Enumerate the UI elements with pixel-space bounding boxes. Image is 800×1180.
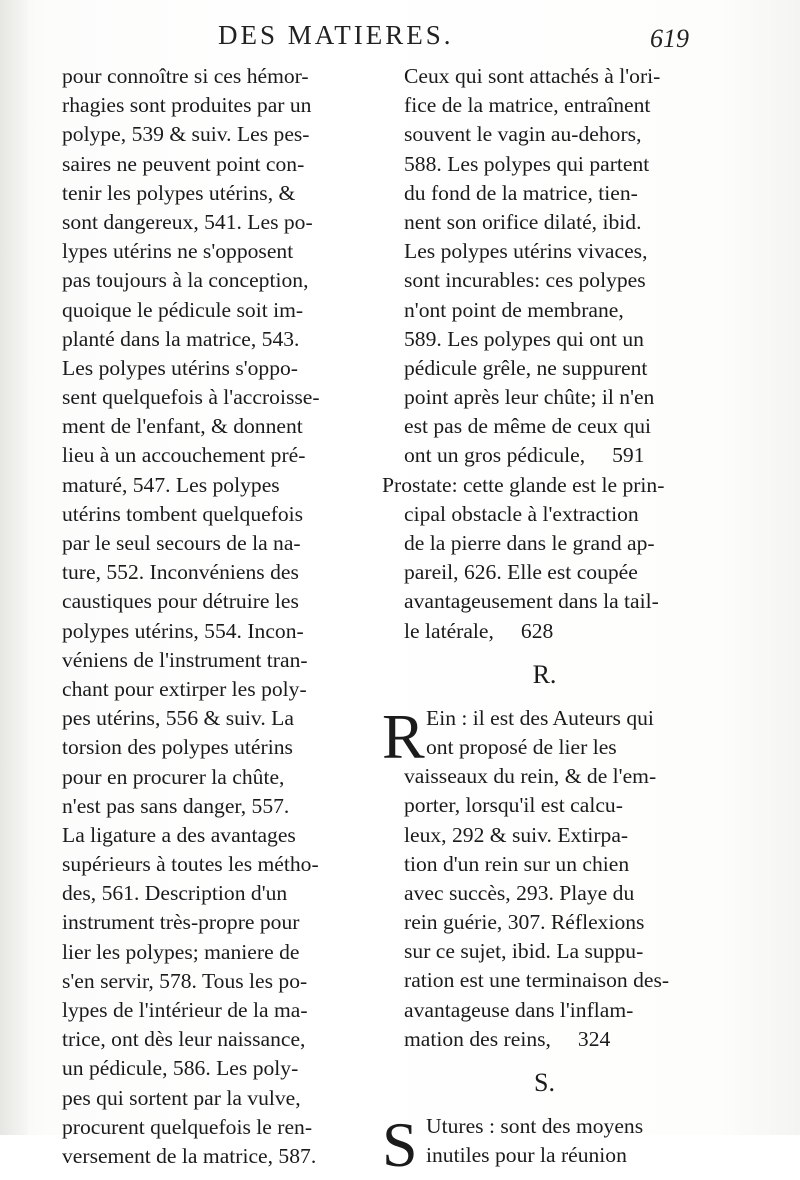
entry-headword-line: Prostate: cette glande est le prin- xyxy=(382,472,665,497)
text-line: chant pour extirper les poly- xyxy=(62,676,307,701)
right-column xyxy=(382,62,707,1180)
polypes-continuation xyxy=(382,62,707,471)
text-line: sont incurables: ces polypes xyxy=(404,268,646,293)
text-line: fice de la matrice, entraînent xyxy=(404,93,651,118)
text-line: utérins tombent quelquefois xyxy=(62,501,304,526)
text-line: ont proposé de lier les xyxy=(426,734,617,759)
text-line: porter, lorsqu'il est calcu- xyxy=(404,793,623,818)
text-line: rein guérie, 307. Réflexions xyxy=(404,910,645,935)
text-line: par le seul secours de la na- xyxy=(62,531,301,555)
text-line: torsion des polypes utérins xyxy=(62,735,293,760)
text-line: lier les polypes; maniere de xyxy=(62,939,300,964)
text-line: 589. Les polypes qui ont un xyxy=(404,326,644,351)
page-number: 619 xyxy=(650,24,689,53)
text-line: quoique le pédicule soit im- xyxy=(62,297,304,322)
text-line: n'ont point de membrane, xyxy=(404,297,624,322)
text-line: lypes utérins ne s'opposent xyxy=(62,239,294,264)
text-line: lypes de l'intérieur de la ma- xyxy=(62,998,308,1022)
page-gutter-shadow xyxy=(0,0,28,1135)
text-line: pes utérins, 556 & suiv. La xyxy=(62,706,294,731)
text-line: nent son orifice dilaté, ibid. xyxy=(404,209,642,234)
entry-prostate xyxy=(382,471,707,646)
text-line: instrument très-propre pour xyxy=(62,910,300,935)
text-line: le latérale, 628 xyxy=(404,618,554,643)
text-line: rhagies sont produites par un xyxy=(62,93,312,118)
text-line: La ligature a des avantages xyxy=(62,822,296,847)
text-line: pas toujours à la conception, xyxy=(62,268,309,293)
text-line: pour en procurer la chûte, xyxy=(62,764,285,789)
text-line: tenir les polypes utérins, & xyxy=(62,180,296,205)
text-line: procurent quelquefois le ren- xyxy=(62,1114,313,1139)
text-line: caustiques pour détruire les xyxy=(62,589,299,614)
text-line: saires ne peuvent point con- xyxy=(62,151,305,176)
text-line: versement de la matrice, 587. xyxy=(62,1143,317,1168)
section-heading-r: R. xyxy=(532,659,557,689)
text-line: Ceux qui sont attachés à l'ori- xyxy=(404,64,661,88)
text-line: vaisseaux du rein, & de l'em- xyxy=(404,764,657,789)
text-line: souvent le vagin au-dehors, xyxy=(404,122,642,147)
text-line: pareil, 626. Elle est coupée xyxy=(404,560,638,585)
text-line: tion d'un rein sur un chien xyxy=(404,851,630,876)
drop-cap-s: S xyxy=(382,1109,418,1180)
text-line: Ein : il est des Auteurs qui xyxy=(426,705,654,730)
text-line: planté dans la matrice, 543. xyxy=(62,326,300,351)
text-line: n'est pas sans danger, 557. xyxy=(62,793,290,818)
text-line: Les polypes utérins vivaces, xyxy=(404,239,648,264)
text-line: lieu à un accouchement pré- xyxy=(62,443,306,468)
text-line: sont dangereux, 541. Les po- xyxy=(62,209,313,234)
section-heading-s: S. xyxy=(534,1068,555,1097)
text-line: véniens de l'instrument tran- xyxy=(62,647,308,672)
text-line: pédicule grêle, ne suppurent xyxy=(404,355,648,380)
text-line: inutiles pour la réunion xyxy=(426,1143,627,1168)
text-line: point après leur chûte; il n'en xyxy=(404,385,655,410)
entry-sutures xyxy=(382,1109,707,1180)
text-line: avantageuse dans l'inflam- xyxy=(404,997,634,1022)
text-line: ration est une terminaison des- xyxy=(404,968,670,993)
entry-rein xyxy=(382,700,707,1054)
text-line: supérieurs à toutes les métho- xyxy=(62,852,319,877)
text-line: ture, 552. Inconvéniens des xyxy=(62,560,299,585)
text-line: polypes utérins, 554. Incon- xyxy=(62,618,304,643)
text-line: Utures : sont des moyens xyxy=(426,1114,644,1138)
text-line: de la pierre dans le grand ap- xyxy=(404,531,655,555)
text-line: Les polypes utérins s'oppo- xyxy=(62,355,298,380)
text-line: pes qui sortent par la vulve, xyxy=(62,1085,301,1110)
text-line: maturé, 547. Les polypes xyxy=(62,472,280,497)
text-line: trice, ont dès leur naissance, xyxy=(62,1027,306,1052)
text-line: ont un gros pédicule, 591 xyxy=(404,443,645,468)
text-line: ment de l'enfant, & donnent xyxy=(62,414,303,439)
text-line: leux, 292 & suiv. Extirpa- xyxy=(404,822,629,847)
text-line: s'en servir, 578. Tous les po- xyxy=(62,968,308,993)
text-line: cipal obstacle à l'extraction xyxy=(404,501,639,526)
drop-cap-r: R xyxy=(382,700,425,772)
text-line: est pas de même de ceux qui xyxy=(404,414,652,439)
text-line: un pédicule, 586. Les poly- xyxy=(62,1056,299,1081)
text-line: du fond de la matrice, tien- xyxy=(404,180,638,205)
text-line: sent quelquefois à l'accroisse- xyxy=(62,385,320,410)
text-line: 588. Les polypes qui partent xyxy=(404,151,650,176)
text-line: avec succès, 293. Playe du xyxy=(404,880,635,905)
text-line: avantageusement dans la tail- xyxy=(404,589,659,614)
text-line: sur ce sujet, ibid. La suppu- xyxy=(404,939,644,964)
text-line: polype, 539 & suiv. Les pes- xyxy=(62,122,310,147)
text-line: mation des reins, 324 xyxy=(404,1026,611,1051)
left-column xyxy=(62,62,362,1171)
running-header: DES MATIERES. xyxy=(218,20,454,50)
text-line: des, 561. Description d'un xyxy=(62,881,288,906)
text-line: pour connoître si ces hémor- xyxy=(62,64,309,88)
